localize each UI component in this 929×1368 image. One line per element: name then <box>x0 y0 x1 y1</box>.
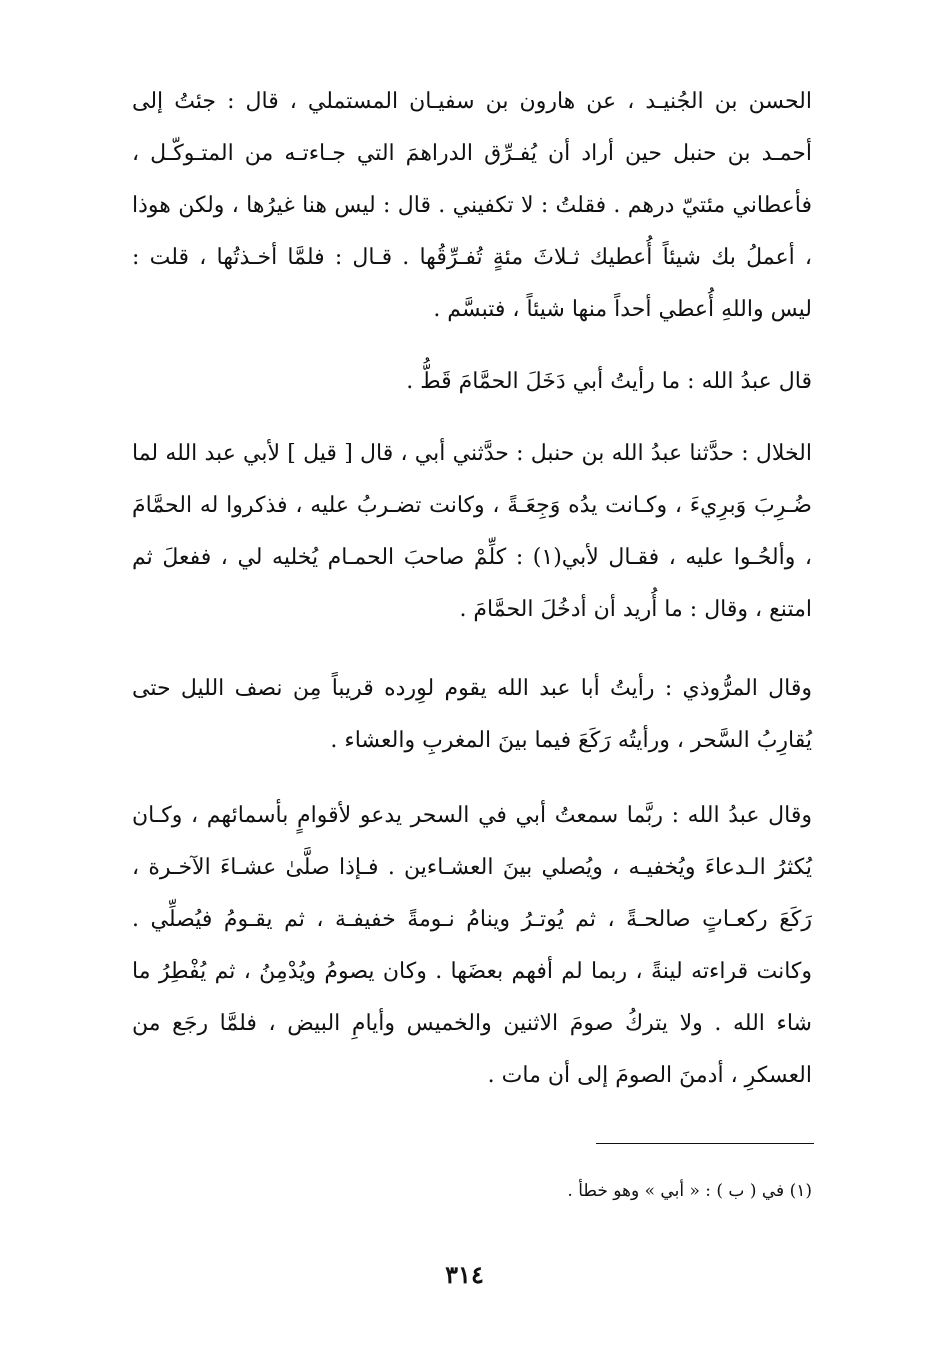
page-number: ٣١٤ <box>445 1260 484 1289</box>
footnote-divider <box>596 1143 814 1144</box>
paragraph-4: وقال المرُّوذي : رأيتُ أبا عبد الله يقوم لوِرده قريباً مِن نصف الليل حتى يُقارِبُ السَّحر ، ورأيتُه رَكَعَ فيما بينَ المغربِ والعشاء . <box>132 676 812 753</box>
paragraph-1: الحسن بن الجُنيـد ، عن هارون بن سفيـان المستملي ، قال : جئتُ إلى أحمـد بن حنبل حين أراد أن يُفـرِّق الدراهمَ التي جـاءتـه من المتـوكّـل ، فأعطاني مئتيّ درهم . فقلتُ : لا تكفيني . قال : ليس هنا غيرُها ، ولكن هوذا ، أعملُ بك شيئاً أُعطيك ثـلاثَ مئةٍ تُفـرِّقُها . قـال : فلمَّا أخـذتُها ، قلت : ليس واللهِ أُعطي أحداً منها شيئاً ، فتبسَّم . <box>132 89 812 322</box>
paragraph-2: قال عبدُ الله : ما رأيتُ أبي دَخَلَ الحمَّامَ قَطُّ . <box>406 369 812 394</box>
paragraph-5: وقال عبدُ الله : ربَّما سمعتُ أبي في السحر يدعو لأقوامٍ بأسمائهم ، وكـان يُكثرُ الـدعاءَ ويُخفيـه ، ويُصلي بينَ العشـاءين . فـإذا صلَّىٰ عشـاءَ الآخـرة ، رَكَعَ ركعـاتٍ صالحـةً ، ثم يُوتـرُ وينامُ نـومةً خفيفـة ، ثم يقـومُ فيُصلِّي . وكانت قراءته لينةً ، ربما لم أفهم بعضَها . وكان يصومُ ويُدْمِنُ ، ثم يُفْطِرُ ما شاء الله . ولا يتركُ صومَ الاثنين والخميس وأيامِ البيض ، فلمَّا رجَع من العسكرِ ، أدمنَ الصومَ إلى أن مات . <box>132 803 812 1088</box>
footnote: (١) في ( ب ) : « أبي » وهو خطأ . <box>567 1181 812 1201</box>
paragraph-3: الخلال : حدَّثنا عبدُ الله بن حنبل : حدَّثني أبي ، قال [ قيل ] لأبي عبد الله لما ضُـرِبَ وَبرِيءَ ، وكـانت يدُه وَجِعَـةً ، وكانت تضـربُ عليه ، فذكروا له الحمَّامَ ، وألحُـوا عليه ، فقـال لأبي(١) : كلِّمْ صاحبَ الحمـام يُخليه لي ، ففعلَ ثم امتنع ، وقال : ما أُريد أن أدخُلَ الحمَّامَ . <box>132 441 812 622</box>
